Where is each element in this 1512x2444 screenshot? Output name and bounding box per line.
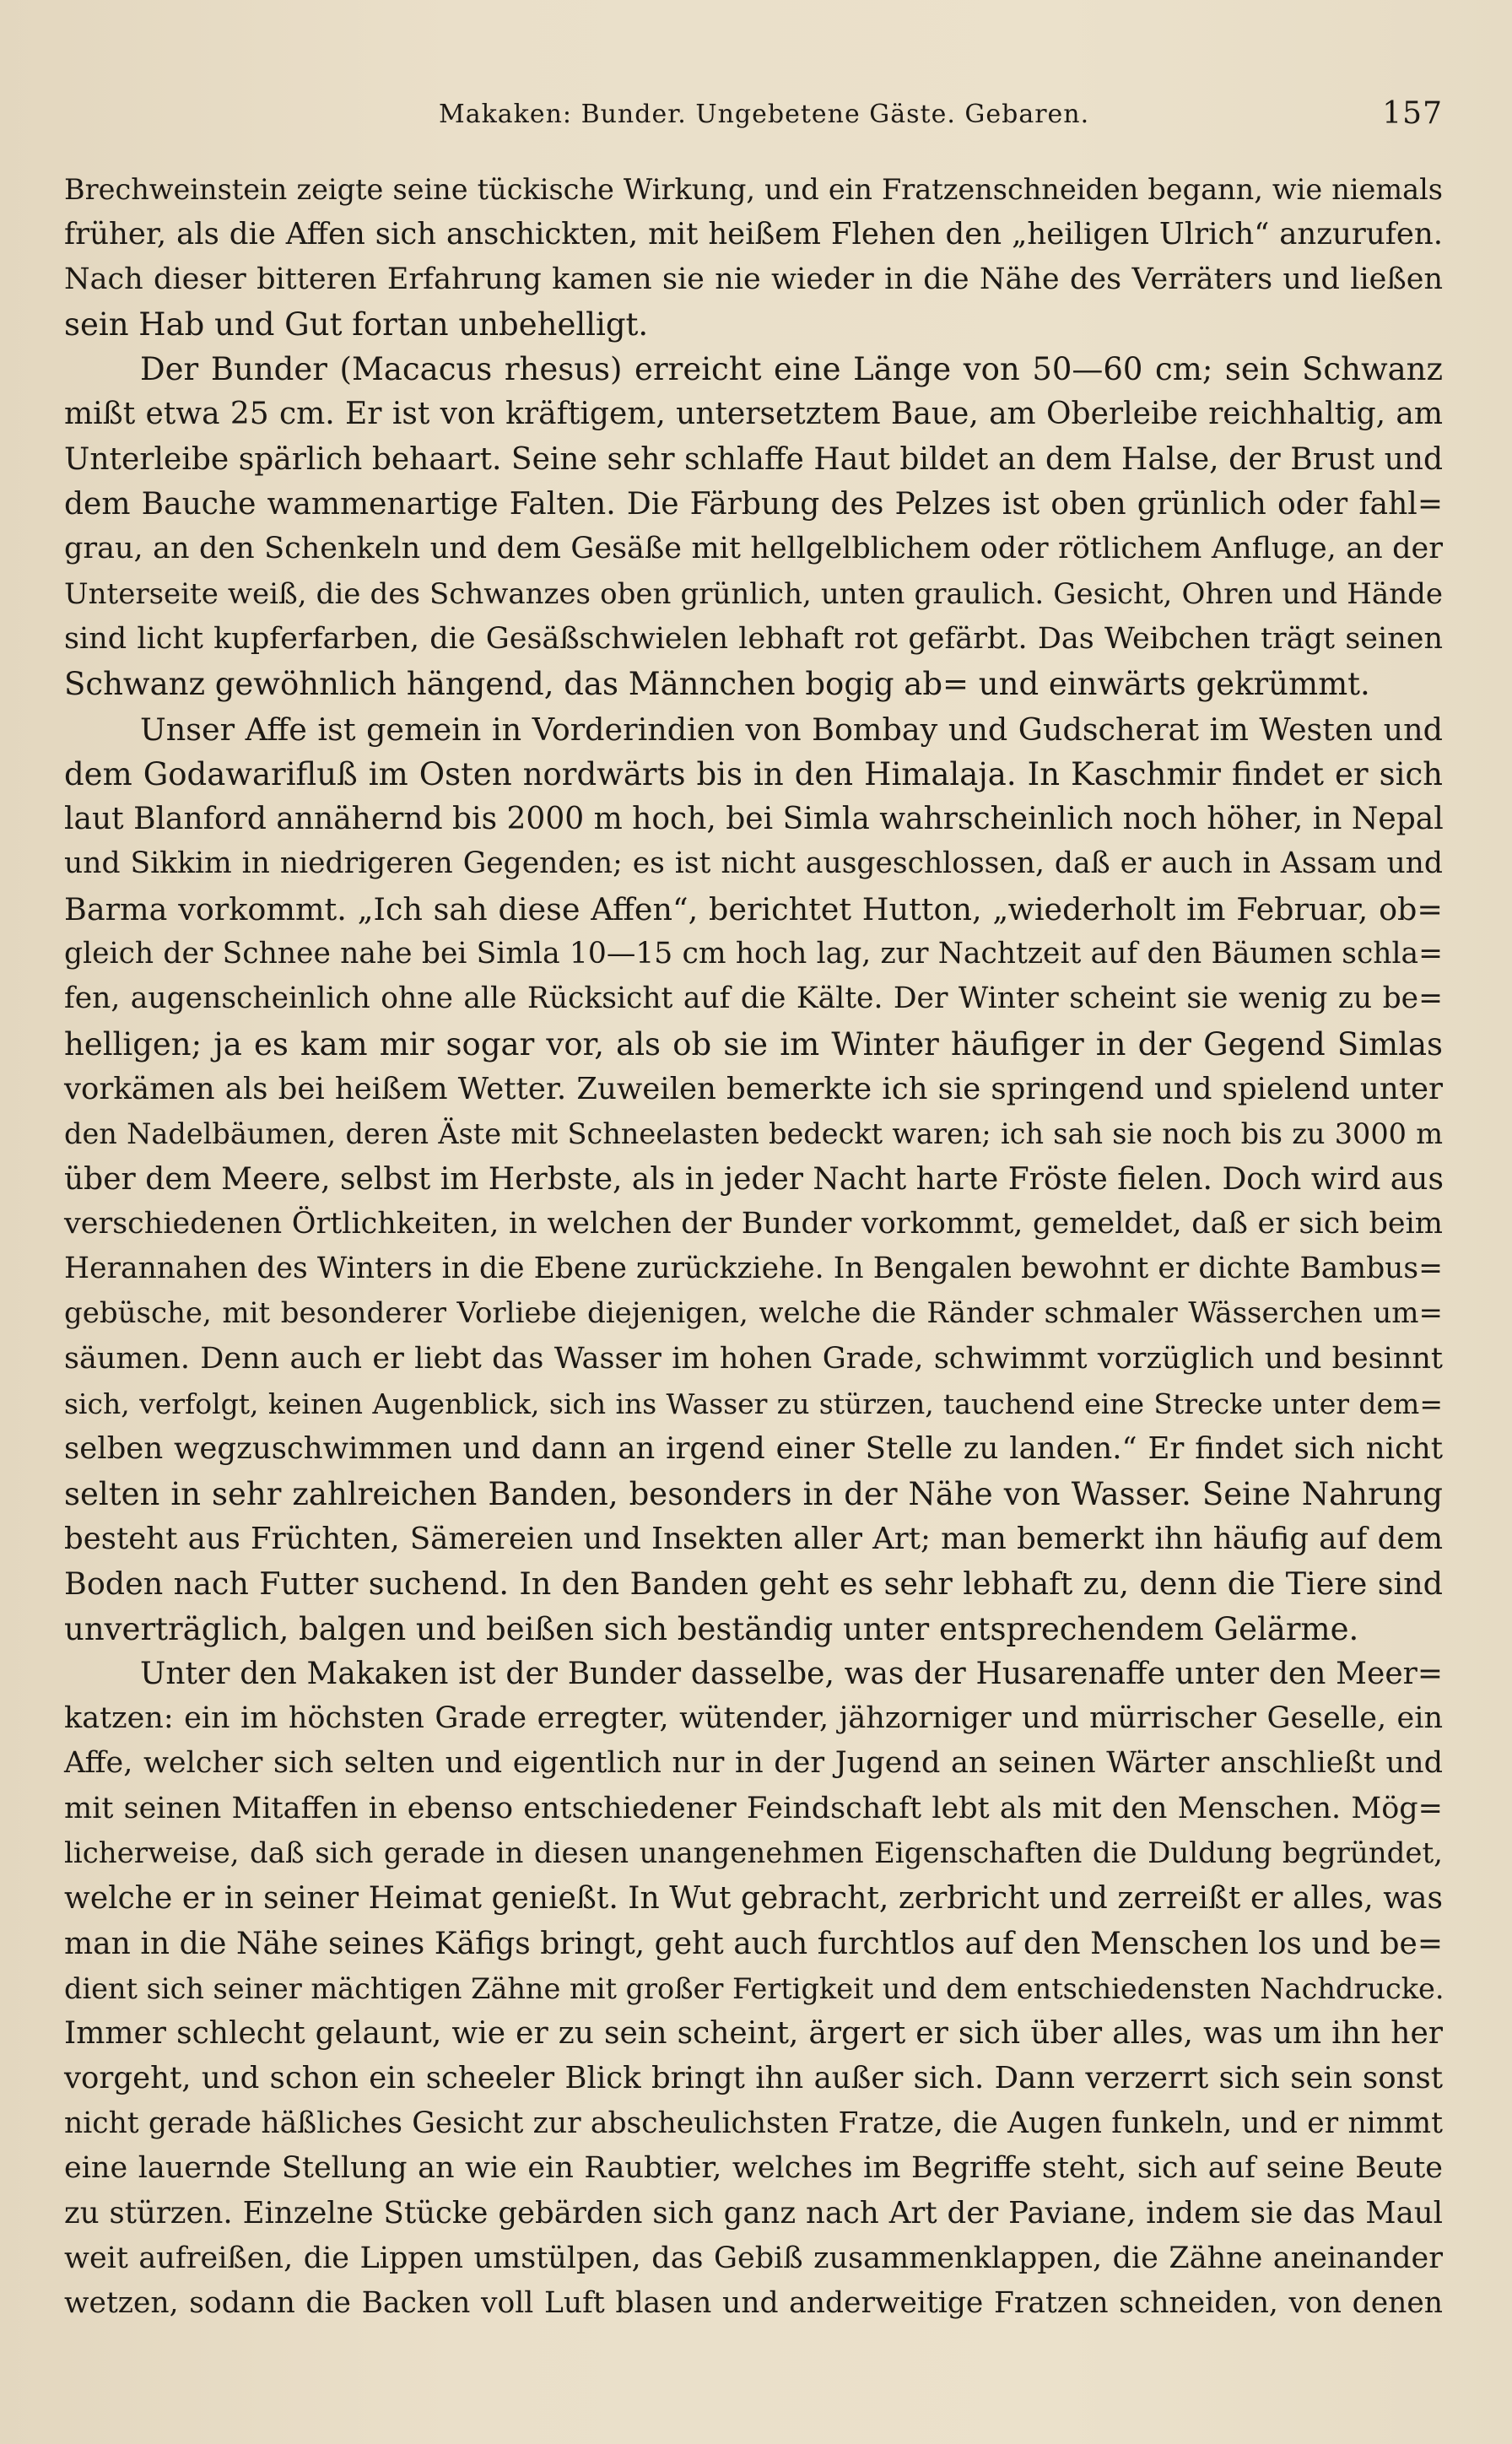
text-line: gebüsche, mit besonderer Vorliebe diejenigen, welche die Ränder schmaler Wässerchen um= xyxy=(64,1296,1443,1331)
text-line: mit seinen Mitaffen in ebenso entschiedener Feindschaft lebt als mit den Menschen. Mög= xyxy=(64,1791,1443,1825)
text-line: weit aufreißen, die Lippen umstülpen, das Gebiß zusammenklappen, die Zähne aneinander xyxy=(64,2241,1443,2275)
text-line: laut Blanford annähernd bis 2000 m hoch, bei Simla wahrscheinlich noch höher, in Nepal xyxy=(64,802,1444,837)
text-line: Nach dieser bitteren Erfahrung kamen sie nie wieder in die Nähe des Verräters und ließen xyxy=(64,262,1443,296)
text-line: selten in sehr zahlreichen Banden, besonders in der Nähe von Wasser. Seine Nahrung xyxy=(64,1475,1443,1512)
text-line: wetzen, sodann die Backen voll Luft blasen und anderweitige Fratzen schneiden, von denen xyxy=(64,2285,1443,2320)
text-line: Barma vorkommt. „Ich sah diese Affen“, berichtet Hutton, „wiederholt im Februar, ob= xyxy=(64,890,1443,927)
text-line: Unter den Makaken ist der Bunder dasselbe, was der Husarenaffe unter den Meer= xyxy=(140,1656,1443,1691)
paragraph-3 xyxy=(64,707,1443,1652)
text-line: Immer schlecht gelaunt, wie er zu sein scheint, ärgert er sich über alles, was um ihn her xyxy=(64,2016,1443,2052)
text-line: grau, an den Schenkeln und dem Gesäße mit hellgelblichem oder rötlichem Anfluge, an der xyxy=(64,532,1443,566)
running-title: Makaken: Bunder. Ungebetene Gäste. Gebaren. xyxy=(439,100,1090,129)
text-line: und Sikkim in niedrigeren Gegenden; es ist nicht ausgeschlossen, daß er auch in Assam und xyxy=(64,846,1443,881)
text-line: man in die Nähe seines Käfigs bringt, geht auch furchtlos auf den Menschen los und be= xyxy=(64,1926,1443,1961)
text-body xyxy=(64,167,1443,2326)
paragraph-1 xyxy=(64,167,1443,347)
text-line: vorkämen als bei heißem Wetter. Zuweilen bemerkte ich sie springend und spielend unter xyxy=(64,1071,1443,1106)
running-head xyxy=(439,96,1443,137)
text-line: selben wegzuschwimmen und dann an irgend einer Stelle zu landen.“ Er findet sich nicht xyxy=(64,1431,1443,1467)
paragraph-2 xyxy=(64,347,1443,706)
text-line: den Nadelbäumen, deren Äste mit Schneelasten bedeckt waren; ich sah sie noch bis zu 3000 m xyxy=(64,1117,1443,1151)
text-line: Brechweinstein zeigte seine tückische Wirkung, und ein Fratzenschneiden begann, wie niemals xyxy=(64,173,1443,206)
text-line: sein Hab und Gut fortan unbehelligt. xyxy=(64,306,649,343)
text-line: gleich der Schnee nahe bei Simla 10—15 cm hoch lag, zur Nachtzeit auf den Bäumen schla= xyxy=(64,937,1443,971)
text-line: welche er in seiner Heimat genießt. In Wut gebracht, zerbricht und zerreißt er alles, was xyxy=(64,1881,1443,1917)
text-line: über dem Meere, selbst im Herbste, als in jeder Nacht harte Fröste fielen. Doch wird aus xyxy=(64,1161,1444,1197)
text-line: licherweise, daß sich gerade in diesen unangenehmen Eigenschaften die Duldung begründet, xyxy=(64,1836,1443,1870)
text-line: Schwanz gewöhnlich hängend, das Männchen bogig ab= und einwärts gekrümmt. xyxy=(64,666,1370,703)
text-line: früher, als die Affen sich anschickten, mit heißem Flehen den „heiligen Ulrich“ anzurufen. xyxy=(64,217,1443,252)
text-line: Herannahen des Winters in die Ebene zurückziehe. In Bengalen bewohnt er dichte Bambus= xyxy=(64,1252,1443,1286)
text-line: sind licht kupferfarben, die Gesäßschwielen lebhaft rot gefärbt. Das Weibchen trägt seinen xyxy=(64,621,1443,656)
text-line: Unterleibe spärlich behaart. Seine sehr schlaffe Haut bildet an dem Halse, der Brust und xyxy=(64,441,1443,477)
text-line: dient sich seiner mächtigen Zähne mit großer Fertigkeit und dem entschiedensten Nachdrucke. xyxy=(64,1971,1444,2005)
text-line: sich, verfolgt, keinen Augenblick, sich ins Wasser zu stürzen, tauchend eine Strecke unter dem= xyxy=(64,1387,1443,1421)
paragraph-4 xyxy=(64,1652,1443,2326)
text-line: besteht aus Früchten, Sämereien und Insekten aller Art; man bemerkt ihn häufig auf dem xyxy=(64,1521,1443,1556)
text-line: fen, augenscheinlich ohne alle Rücksicht auf die Kälte. Der Winter scheint sie wenig zu be= xyxy=(64,981,1443,1016)
text-line: helligen; ja es kam mir sogar vor, als ob sie im Winter häufiger in der Gegend Simlas xyxy=(64,1025,1443,1062)
text-line: Der Bunder (Macacus rhesus) erreicht eine Länge von 50—60 cm; sein Schwanz xyxy=(140,351,1443,388)
text-line: unverträglich, balgen und beißen sich beständig unter entsprechendem Gelärme. xyxy=(64,1610,1359,1647)
text-line: nicht gerade häßliches Gesicht zur abscheulichsten Fratze, die Augen funkeln, und er nimmt xyxy=(64,2106,1443,2140)
text-line: dem Godawarifluß im Osten nordwärts bis in den Himalaja. In Kaschmir findet er sich xyxy=(64,755,1443,792)
text-line: Affe, welcher sich selten und eigentlich nur in der Jugend an seinen Wärter anschließt und xyxy=(64,1746,1443,1781)
text-line: eine lauernde Stellung an wie ein Raubtier, welches im Begriffe steht, sich auf seine Beute xyxy=(64,2151,1443,2186)
text-line: mißt etwa 25 cm. Er ist von kräftigem, untersetztem Baue, am Oberleibe reichhaltig, am xyxy=(64,397,1443,432)
page-number: 157 xyxy=(1382,96,1443,131)
text-line: Unterseite weiß, die des Schwanzes oben grünlich, unten graulich. Gesicht, Ohren und Hände xyxy=(64,576,1443,611)
text-line: verschiedenen Örtlichkeiten, in welchen der Bunder vorkommt, gemeldet, daß er sich beim xyxy=(64,1206,1443,1241)
text-line: Unser Affe ist gemein in Vorderindien von Bombay und Gudscherat im Westen und xyxy=(140,711,1443,748)
text-line: säumen. Denn auch er liebt das Wasser im hohen Grade, schwimmt vorzüglich und besinnt xyxy=(64,1341,1443,1376)
text-line: katzen: ein im höchsten Grade erregter, wütender, jähzorniger und mürrischer Geselle, ein xyxy=(64,1701,1443,1736)
text-line: dem Bauche wammenartige Falten. Die Färbung des Pelzes ist oben grünlich oder fahl= xyxy=(64,487,1443,522)
text-line: Boden nach Futter suchend. In den Banden geht es sehr lebhaft zu, denn die Tiere sind xyxy=(64,1565,1443,1603)
text-line: vorgeht, und schon ein scheeler Blick bringt ihn außer sich. Dann verzerrt sich sein sonst xyxy=(64,2061,1443,2096)
text-line: zu stürzen. Einzelne Stücke gebärden sich ganz nach Art der Paviane, indem sie das Maul xyxy=(64,2196,1443,2231)
